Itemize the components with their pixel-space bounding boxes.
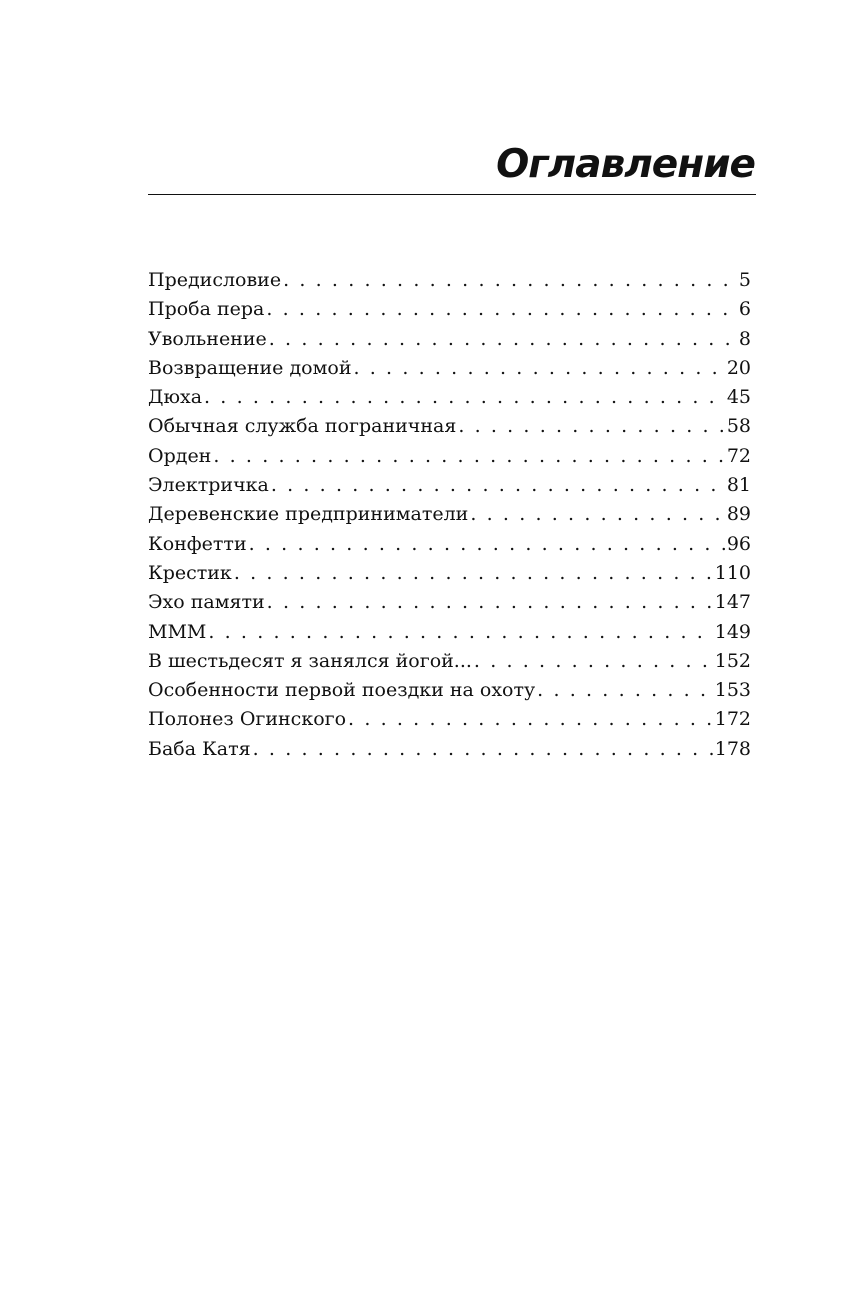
toc-entry [148,647,751,676]
toc-entry-page: 72 [726,444,751,467]
toc-entry [148,412,751,441]
toc-entry-page: 153 [714,679,751,702]
toc-entry [148,471,751,500]
dot-leader [269,325,737,354]
toc-entry-page: 81 [726,474,751,497]
toc-entry-title: Эхо памяти [148,591,265,614]
toc-entry [148,442,751,471]
dot-leader [283,266,737,295]
toc-entry-page: 45 [726,386,751,409]
toc-entry-page: 149 [714,620,751,643]
toc-entry-page: 58 [726,415,751,438]
dot-leader [213,442,724,471]
toc-entry-title: Конфетти [148,532,247,555]
dot-leader [348,705,713,734]
dot-leader [249,530,725,559]
dot-leader [271,471,725,500]
toc-entry-title: В шестьдесят я занялся йогой... [148,649,472,672]
toc-entry-title: Деревенские предприниматели [148,503,469,526]
toc-entry-title: Проба пера [148,298,265,321]
toc-entry-title: Особенности первой поездки на охоту [148,679,536,702]
dot-leader [267,588,713,617]
toc-entry [148,618,751,647]
toc-entry-page: 89 [726,503,751,526]
title-underline [148,194,756,195]
toc-entry [148,676,751,705]
toc-entry [148,735,751,764]
dot-leader [537,676,713,705]
dot-leader [354,354,725,383]
toc-entry [148,588,751,617]
dot-leader [458,412,725,441]
toc-entry [148,354,751,383]
toc-entry-page: 110 [714,561,751,584]
toc-entry-page: 152 [714,649,751,672]
toc-entry-page: 147 [714,591,751,614]
dot-leader [253,735,713,764]
toc-entry-title: МММ [148,620,207,643]
toc-entry [148,500,751,529]
toc-entry-page: 5 [738,269,751,291]
toc-entry-title: Дюха [148,386,203,409]
dot-leader [204,383,725,412]
toc-entry-title: Обычная служба пограничная [148,415,457,438]
toc-entry [148,705,751,734]
toc-entry [148,266,751,295]
dot-leader [470,500,724,529]
toc-entry-title: Полонез Огинского [148,708,347,731]
toc-entry-page: 172 [714,708,751,731]
toc-entry-title: Предисловие [148,269,282,291]
toc-entry [148,325,751,354]
toc-entry [148,530,751,559]
dot-leader [266,295,737,324]
toc-entry-title: Крестик [148,561,232,584]
toc-entry-title: Возвращение домой [148,356,352,379]
toc-entry-page: 6 [738,298,751,321]
toc-entry-page: 8 [738,327,751,350]
toc-entry-page: 20 [726,356,751,379]
page-title: Оглавление [496,142,755,187]
table-of-contents [148,266,751,764]
toc-entry [148,383,751,412]
toc-entry-title: Баба Катя [148,737,251,760]
toc-entry-page: 178 [714,737,751,760]
toc-entry-title: Увольнение [148,327,267,350]
dot-leader [208,618,712,647]
toc-entry-title: Электричка [148,474,269,497]
dot-leader [234,559,713,588]
toc-entry [148,295,751,324]
toc-entry-page: 96 [726,532,751,555]
toc-entry-title: Орден [148,444,212,467]
dot-leader [474,647,713,676]
toc-entry [148,559,751,588]
